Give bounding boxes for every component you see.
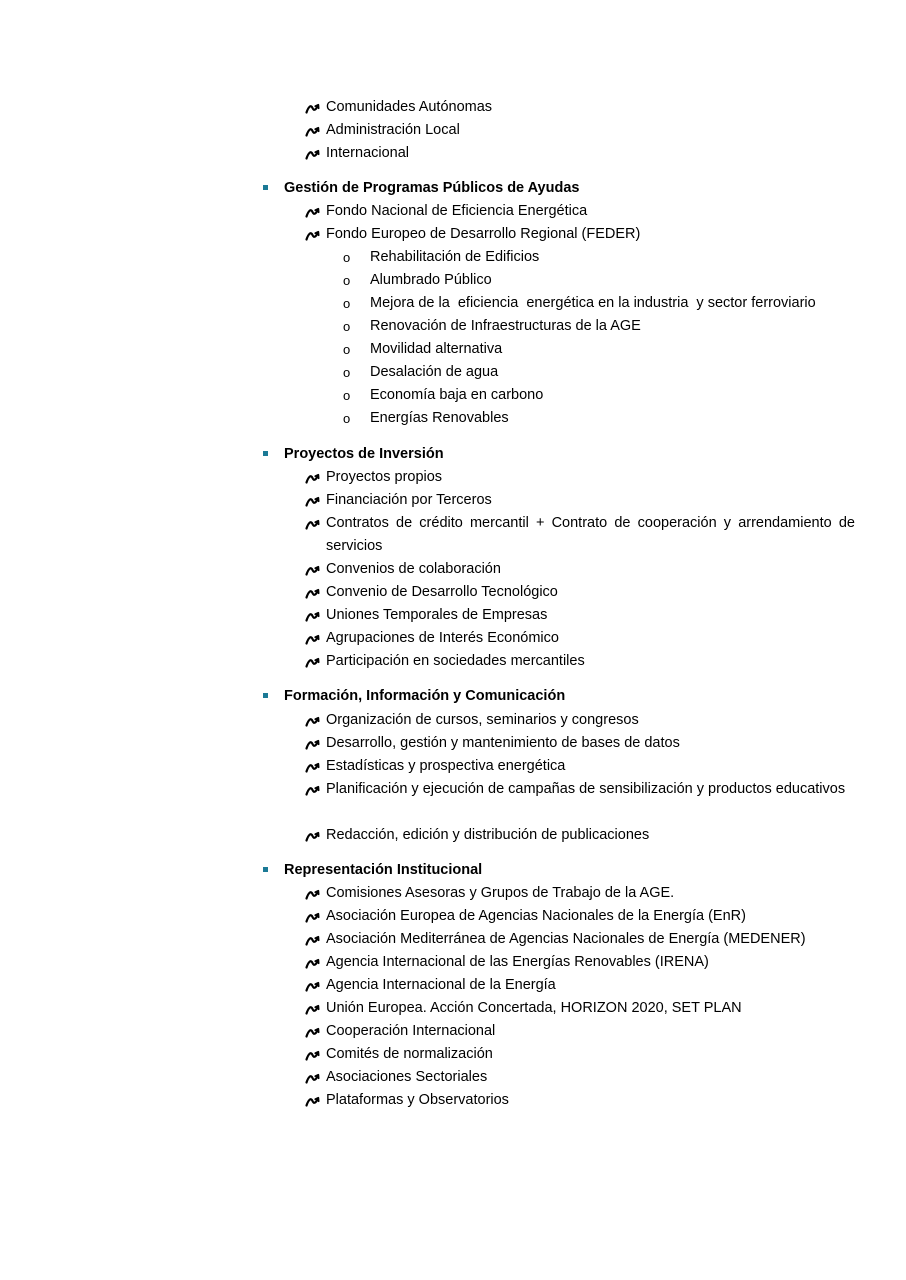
arrow-bullet-icon [305,604,320,627]
list-item [305,824,855,847]
circle-bullet-icon: o [343,388,351,403]
arrow-bullet-icon [305,1066,320,1089]
list-item-label: Agencia Internacional de las Energías Renovables (IRENA) [326,954,709,970]
list-item-label: Estadísticas y prospectiva energética [326,758,566,774]
arrow-bullet-icon [305,512,320,535]
section-heading: Gestión de Programas Públicos de Ayudas [262,177,579,200]
list-item [305,755,855,778]
list-item [305,709,855,732]
list-item [305,1089,855,1112]
square-bullet-icon [263,185,268,190]
arrow-bullet-icon [305,1043,320,1066]
arrow-bullet-icon [305,928,320,951]
arrow-bullet-icon [305,755,320,778]
list-item [305,1066,855,1089]
list-item [305,604,855,627]
list-item-label: Internacional [326,145,410,161]
arrow-bullet-icon [305,223,320,246]
list-item [305,627,855,650]
arrow-bullet-icon [305,1089,320,1112]
circle-bullet-icon: o [343,411,351,426]
arrow-bullet-icon [305,96,320,119]
sub-list-item: o Movilidad alternativa [343,338,502,361]
square-bullet-icon [263,451,268,456]
list-item-label: Asociación Mediterránea de Agencias Nacionales de Energía (MEDENER) [326,931,806,947]
circle-bullet-icon: o [343,250,351,265]
list-item [305,200,855,223]
arrow-bullet-icon [305,627,320,650]
arrow-bullet-icon [305,558,320,581]
arrow-bullet-icon [305,581,320,604]
circle-bullet-icon: o [343,273,351,288]
list-item-label: Cooperación Internacional [326,1023,496,1039]
section-heading: Representación Institucional [262,859,482,882]
list-item-label: Participación en sociedades mercantiles [326,653,585,669]
list-item [305,1020,855,1043]
list-item [305,951,855,974]
arrow-bullet-icon [305,905,320,928]
sub-list-item: o Rehabilitación de Edificios [343,246,539,269]
list-item-label: Organización de cursos, seminarios y congresos [326,712,639,728]
arrow-bullet-icon [305,200,320,223]
list-item-label: Contratos de crédito mercantil + Contrato de cooperación y arrendamiento de servicios [326,515,855,554]
arrow-bullet-icon [305,142,320,165]
arrow-bullet-icon [305,824,320,847]
square-bullet-icon [263,867,268,872]
square-bullet-icon [263,693,268,698]
list-item-label: Uniones Temporales de Empresas [326,607,548,623]
arrow-bullet-icon [305,778,320,801]
list-item [305,974,855,997]
list-item [305,223,855,246]
list-item-label: Plataformas y Observatorios [326,1092,509,1108]
list-item-label: Comisiones Asesoras y Grupos de Trabajo de la AGE. [326,885,675,901]
list-item-label: Comunidades Autónomas [326,99,493,115]
list-item-label: Unión Europea. Acción Concertada, HORIZON 2020, SET PLAN [326,1000,742,1016]
list-item-label: Financiación por Terceros [326,492,492,508]
list-item-label: Fondo Europeo de Desarrollo Regional (FEDER) [326,226,641,242]
list-item-label: Planificación y ejecución de campañas de sensibilización y productos educativos [326,781,846,797]
list-item [305,581,855,604]
arrow-bullet-icon [305,732,320,755]
circle-bullet-icon: o [343,319,351,334]
arrow-bullet-icon [305,119,320,142]
arrow-bullet-icon [305,466,320,489]
sub-list-item: o Alumbrado Público [343,269,492,292]
list-item [305,928,855,951]
list-item [305,1043,855,1066]
sub-list-item: o Desalación de agua [343,361,498,384]
list-item [305,882,855,905]
arrow-bullet-icon [305,709,320,732]
list-item-label: Comités de normalización [326,1046,493,1062]
list-item [305,512,855,558]
list-item-label: Convenios de colaboración [326,561,501,577]
circle-bullet-icon: o [343,296,351,311]
arrow-bullet-icon [305,489,320,512]
list-item [305,997,855,1020]
list-item [305,119,855,142]
arrow-bullet-icon [305,1020,320,1043]
sub-list-item: o Energías Renovables [343,407,509,430]
section-heading: Formación, Información y Comunicación [262,685,565,708]
sub-list-item: o Renovación de Infraestructuras de la AGE [343,315,641,338]
list-item [305,905,855,928]
arrow-bullet-icon [305,997,320,1020]
arrow-bullet-icon [305,882,320,905]
list-item [305,142,855,165]
list-item-label: Asociación Europea de Agencias Nacionales de la Energía (EnR) [326,908,746,924]
arrow-bullet-icon [305,974,320,997]
list-item-label: Asociaciones Sectoriales [326,1069,488,1085]
list-item-label: Redacción, edición y distribución de publicaciones [326,827,650,843]
list-item-label: Desarrollo, gestión y mantenimiento de bases de datos [326,735,680,751]
arrow-bullet-icon [305,650,320,673]
list-item-label: Convenio de Desarrollo Tecnológico [326,584,558,600]
list-item [305,466,855,489]
list-item-label: Agrupaciones de Interés Económico [326,630,559,646]
list-item [305,732,855,755]
list-item-label: Agencia Internacional de la Energía [326,977,556,993]
sub-list-item: o Mejora de la eficiencia energética en la industria y sector ferroviario [343,292,816,315]
list-item-label: Administración Local [326,122,460,138]
list-item-label: Proyectos propios [326,469,443,485]
section-heading: Proyectos de Inversión [262,443,444,466]
list-item-label: Fondo Nacional de Eficiencia Energética [326,203,588,219]
list-item [305,650,855,673]
list-item [305,489,855,512]
list-item [305,96,855,119]
circle-bullet-icon: o [343,342,351,357]
list-item [305,558,855,581]
sub-list-item: o Economía baja en carbono [343,384,543,407]
circle-bullet-icon: o [343,365,351,380]
list-item [305,778,855,801]
arrow-bullet-icon [305,951,320,974]
